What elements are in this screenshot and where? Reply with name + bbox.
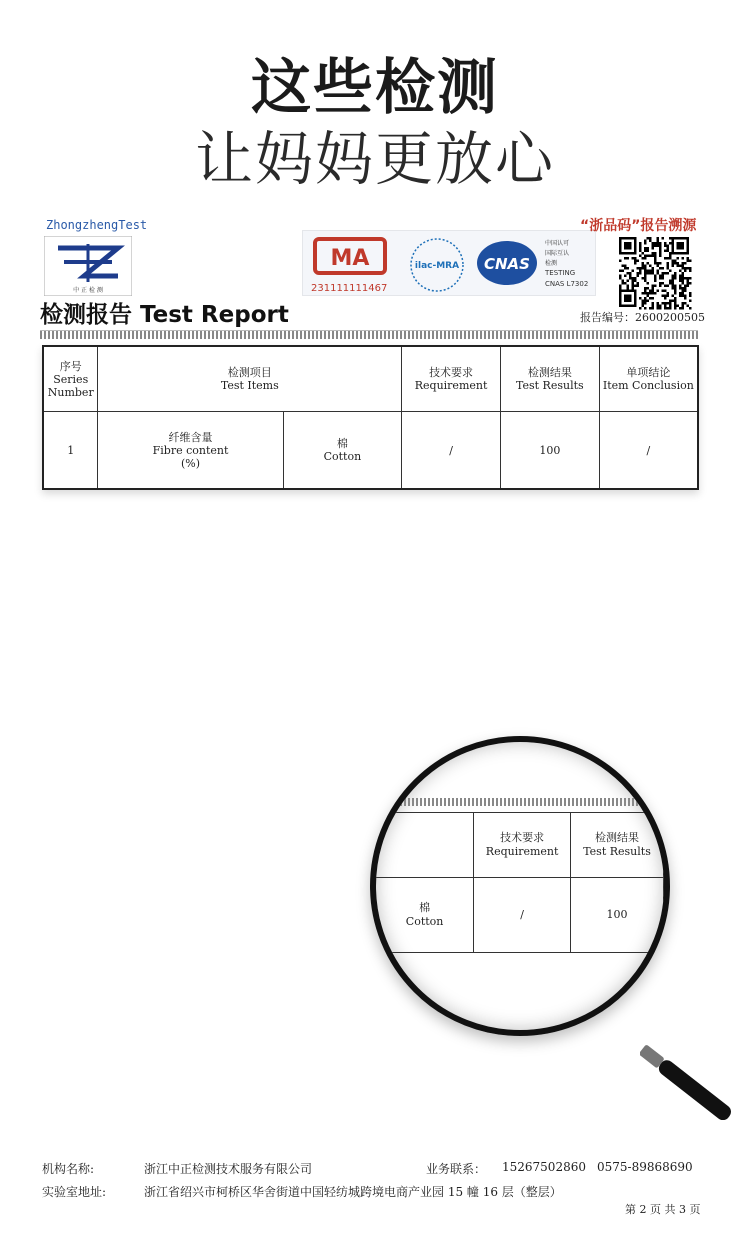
page-number: 第 2 页 共 3 页	[625, 1203, 701, 1216]
cell-item: 纤维含量 Fibre content (%)	[98, 412, 283, 490]
cnas-label: CNAS	[484, 255, 530, 273]
header-test-results: 检测结果 Test Results	[501, 346, 600, 412]
header-test-items: 检测项目 Test Items	[98, 346, 402, 412]
cell-conclusion: /	[599, 412, 698, 490]
cnas-text-5: CNAS L7302	[545, 280, 589, 288]
zoom-cell-requirement: /	[474, 878, 571, 953]
divider	[40, 330, 698, 339]
cma-label: MA	[330, 246, 370, 271]
contact-label: 业务联系：	[426, 1162, 487, 1176]
certification-marks	[302, 230, 596, 296]
table-header-row	[43, 346, 698, 412]
zhongzheng-logo	[44, 236, 132, 296]
cell-sub-item: 棉 Cotton	[283, 412, 402, 490]
table-row	[43, 412, 698, 490]
magnifier-handle	[640, 990, 750, 1120]
logo-caption: 中 正 检 测	[73, 287, 103, 294]
phone-1: 15267502860	[502, 1160, 586, 1174]
header-requirement: 技术要求 Requirement	[402, 346, 501, 412]
header-series: 序号 Series Number	[43, 346, 98, 412]
cnas-text-3: 检测	[545, 260, 558, 267]
cell-result: 100	[501, 412, 600, 490]
zoom-header-requirement: 技术要求 Requirement	[474, 813, 571, 878]
footer-org	[42, 1160, 693, 1177]
ilac-label: ilac-MRA	[414, 261, 460, 271]
lab-address: 浙江省绍兴市柯桥区华舍街道中国轻纺城跨境电商产业园 15 幢 16 层（整层）	[144, 1185, 562, 1199]
headline-line1: 这些检测	[251, 53, 499, 123]
zoom-cell-sub-item: 棉 Cotton	[376, 878, 474, 953]
report-title: 检测报告 Test Report	[40, 302, 289, 328]
brand-name: ZhongzhengTest	[46, 218, 148, 232]
zoom-cell-result: 100	[571, 878, 664, 953]
org-name: 浙江中正检测技术服务有限公司	[144, 1162, 313, 1176]
cnas-text-2: 国际互认	[545, 250, 570, 257]
header-item-conclusion: 单项结论 Item Conclusion	[599, 346, 698, 412]
cma-number: 231111111467	[311, 283, 388, 294]
cnas-text-1: 中国认可	[545, 240, 570, 247]
footer-lab	[42, 1183, 562, 1200]
traceability-label: “浙品码”报告溯源	[580, 218, 697, 234]
lab-label: 实验室地址:	[42, 1185, 107, 1199]
magnifier-ring	[370, 736, 670, 1036]
cell-number: 1	[43, 412, 98, 490]
cell-requirement: /	[402, 412, 501, 490]
phone-2: 0575-89868690	[597, 1160, 693, 1174]
org-label: 机构名称:	[42, 1162, 95, 1176]
cnas-text-4: TESTING	[545, 269, 576, 277]
report-number: 报告编号：2600200505	[580, 311, 705, 324]
zoom-header-results: 检测结果 Test Results	[571, 813, 664, 878]
test-result-table	[42, 345, 699, 490]
headline-line2: 让妈妈更放心	[194, 125, 555, 193]
qr-code-icon[interactable]	[618, 236, 692, 310]
